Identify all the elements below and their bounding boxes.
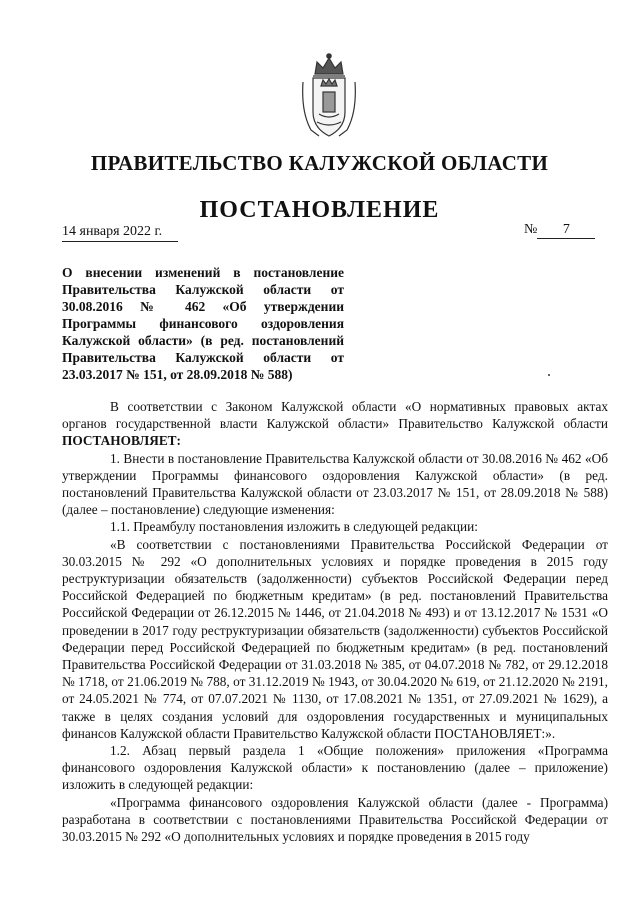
paragraph-1-1: 1.1. Преамбулу постановления изложить в следующей редакции: bbox=[110, 519, 478, 535]
document-body bbox=[62, 398, 608, 845]
scan-speck bbox=[548, 374, 550, 376]
paragraph-1-2: 1.2. Абзац первый раздела 1 «Общие положения» приложения «Программа финансового оздоровления Калужской области» к постановлению (далее – приложение) изложить в следующей редакции: bbox=[62, 743, 608, 793]
intro-text: В соответствии с Законом Калужской области «О нормативных правовых актах органов государственной власти Калужской области» Правительство Калужской области bbox=[62, 399, 608, 432]
document-subject: О внесении изменений в постановление Правительства Калужской области от 30.08.2016 № 462 «Об утверждении Программы финансового оздоровления Калужской области» (в ред. постановлений Правительства Калужской области от 23.03.2017 № 151, от 28.09.2018 № 588) bbox=[62, 265, 344, 382]
coat-of-arms-icon bbox=[297, 52, 361, 142]
document-type-title: ПОСТАНОВЛЕНИЕ bbox=[199, 197, 440, 223]
organization-title: ПРАВИТЕЛЬСТВО КАЛУЖСКОЙ ОБЛАСТИ bbox=[90, 151, 549, 175]
paragraph-1: 1. Внести в постановление Правительства Калужской области от 30.08.2016 № 462 «Об утверждении Программы финансового оздоровления Калужской области» (в ред. постановлений Правительства Калужской области от 23.03.2017 № 151, от 28.09.2018 № 588) (далее – постановление) следующие изменения: bbox=[62, 450, 608, 518]
decree-word: ПОСТАНОВЛЯЕТ: bbox=[62, 433, 181, 449]
document-number bbox=[524, 222, 595, 239]
number-label: № bbox=[524, 222, 538, 237]
intro-paragraph bbox=[62, 398, 608, 450]
quoted-preamble: «В соответствии с постановлениями Правительства Российской Федерации от 30.03.2015 № 292 «О дополнительных условиях и порядке проведения в 2015 году реструктуризации обязательств (задолженности) субъектов Российской Федерации перед Российской Федерацией по бюджетным кредитам» (в ред. постановлений Правительства Российской Федерации от 26.12.2015 № 1446, от 21.04.2018 № 493) и от 13.12.2017 № 1531 «О проведении в 2017 году реструктуризации обязательств (задолженности) субъектов Российской Федерации перед Российской Федерацией по бюджетным кредитам» (в ред. постановлений Правительства Российской Федерации от 31.03.2018 № 385, от 04.07.2018 № 782, от 29.12.2018 № 1718, от 21.06.2019 № 788, от 31.12.2019 № 1943, от 30.04.2020 № 619, от 21.12.2020 № 2191, от 24.05.2021 № 774, от 07.07.2021 № 1130, от 17.08.2021 № 1351, от 27.09.2021 № 1629), а также в целях создания условий для оздоровления государственных и муниципальных финансов Калужской области Правительство Калужской области ПОСТАНОВЛЯЕТ:». bbox=[62, 536, 608, 741]
quoted-program-text: «Программа финансового оздоровления Калужской области (далее - Программа) разработана в соответствии с постановлениями Правительства Российской Федерации от 30.03.2015 № 292 «О дополнительных условиях и порядке проведения в 2015 году bbox=[62, 794, 608, 845]
number-value: 7 bbox=[537, 222, 595, 239]
document-date: 14 января 2022 г. bbox=[62, 224, 178, 242]
